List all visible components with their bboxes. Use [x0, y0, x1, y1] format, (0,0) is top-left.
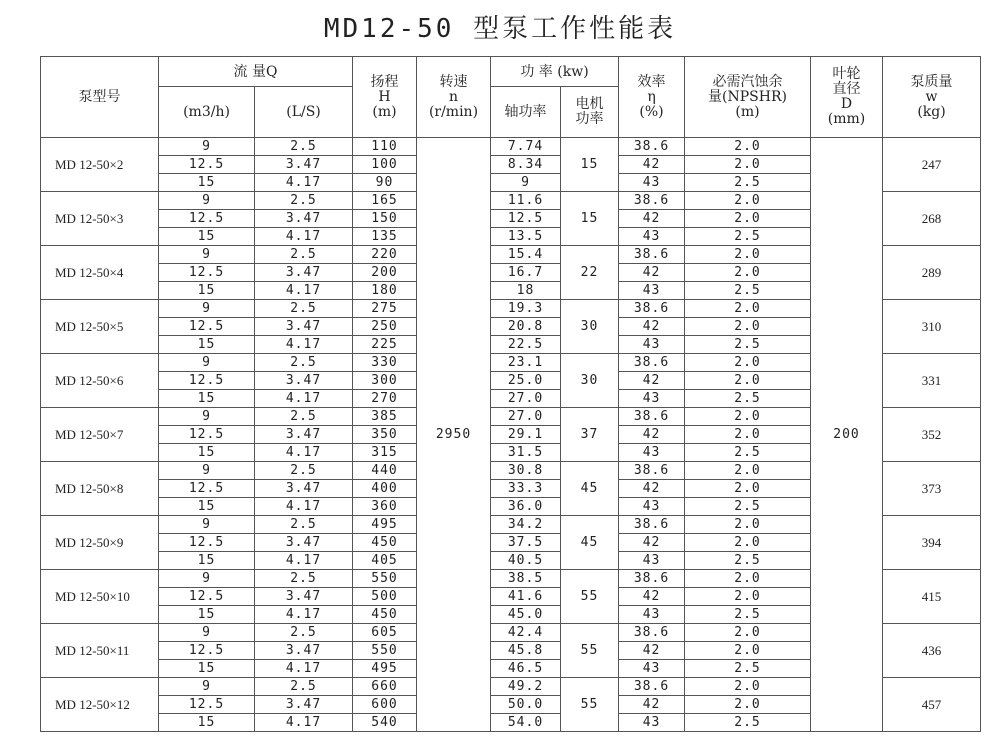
- shaft-power-cell: 38.5: [491, 570, 561, 588]
- flow-m3h-cell: 15: [159, 336, 255, 354]
- flow-ls-cell: 2.5: [255, 192, 353, 210]
- header-flow: 流 量Q: [159, 57, 353, 87]
- head-cell: 315: [353, 444, 417, 462]
- head-cell: 330: [353, 354, 417, 372]
- flow-ls-cell: 2.5: [255, 462, 353, 480]
- shaft-power-cell: 16.7: [491, 264, 561, 282]
- flow-m3h-cell: 9: [159, 138, 255, 156]
- flow-m3h-cell: 12.5: [159, 264, 255, 282]
- shaft-power-cell: 25.0: [491, 372, 561, 390]
- shaft-power-cell: 19.3: [491, 300, 561, 318]
- flow-m3h-cell: 9: [159, 354, 255, 372]
- efficiency-cell: 42: [619, 534, 685, 552]
- flow-m3h-cell: 9: [159, 624, 255, 642]
- shaft-power-cell: 7.74: [491, 138, 561, 156]
- header-speed-title: 转速: [439, 73, 468, 90]
- head-cell: 605: [353, 624, 417, 642]
- npshr-cell: 2.0: [685, 354, 811, 372]
- head-cell: 100: [353, 156, 417, 174]
- mass-cell: 310: [883, 300, 981, 354]
- efficiency-cell: 43: [619, 336, 685, 354]
- npshr-cell: 2.0: [685, 462, 811, 480]
- shaft-power-cell: 27.0: [491, 390, 561, 408]
- flow-m3h-cell: 15: [159, 228, 255, 246]
- mass-cell: 268: [883, 192, 981, 246]
- shaft-power-cell: 22.5: [491, 336, 561, 354]
- efficiency-cell: 38.6: [619, 246, 685, 264]
- efficiency-cell: 42: [619, 264, 685, 282]
- header-npshr-unit: (m): [735, 103, 760, 120]
- flow-m3h-cell: 9: [159, 246, 255, 264]
- shaft-power-cell: 33.3: [491, 480, 561, 498]
- mass-cell: 436: [883, 624, 981, 678]
- flow-ls-cell: 4.17: [255, 282, 353, 300]
- flow-m3h-cell: 15: [159, 174, 255, 192]
- shaft-power-cell: 23.1: [491, 354, 561, 372]
- npshr-cell: 2.0: [685, 246, 811, 264]
- npshr-cell: 2.0: [685, 264, 811, 282]
- mass-cell: 247: [883, 138, 981, 192]
- motor-power-cell: 55: [561, 624, 619, 678]
- flow-m3h-cell: 12.5: [159, 372, 255, 390]
- npshr-cell: 2.0: [685, 192, 811, 210]
- npshr-cell: 2.0: [685, 372, 811, 390]
- head-cell: 200: [353, 264, 417, 282]
- efficiency-cell: 42: [619, 426, 685, 444]
- efficiency-cell: 42: [619, 372, 685, 390]
- flow-ls-cell: 3.47: [255, 696, 353, 714]
- flow-m3h-cell: 12.5: [159, 534, 255, 552]
- flow-ls-cell: 3.47: [255, 264, 353, 282]
- npshr-cell: 2.0: [685, 516, 811, 534]
- flow-m3h-cell: 9: [159, 408, 255, 426]
- shaft-power-cell: 31.5: [491, 444, 561, 462]
- head-cell: 385: [353, 408, 417, 426]
- shaft-power-cell: 11.6: [491, 192, 561, 210]
- flow-ls-cell: 2.5: [255, 354, 353, 372]
- mass-cell: 457: [883, 678, 981, 732]
- npshr-cell: 2.5: [685, 444, 811, 462]
- motor-power-cell: 37: [561, 408, 619, 462]
- shaft-power-cell: 41.6: [491, 588, 561, 606]
- shaft-power-cell: 45.0: [491, 606, 561, 624]
- efficiency-cell: 42: [619, 156, 685, 174]
- npshr-cell: 2.0: [685, 426, 811, 444]
- header-motor-power-2: 功率: [575, 111, 604, 127]
- npshr-cell: 2.5: [685, 714, 811, 732]
- header-model: 泵型号: [41, 57, 159, 138]
- npshr-cell: 2.5: [685, 552, 811, 570]
- shaft-power-cell: 40.5: [491, 552, 561, 570]
- shaft-power-cell: 45.8: [491, 642, 561, 660]
- motor-power-cell: 15: [561, 138, 619, 192]
- head-cell: 180: [353, 282, 417, 300]
- flow-ls-cell: 2.5: [255, 570, 353, 588]
- header-mass: [883, 57, 981, 138]
- flow-m3h-cell: 12.5: [159, 480, 255, 498]
- flow-m3h-cell: 15: [159, 606, 255, 624]
- flow-m3h-cell: 12.5: [159, 210, 255, 228]
- model-cell: MD 12-50×12: [41, 678, 159, 732]
- header-power: 功 率 (kw): [491, 57, 619, 87]
- efficiency-cell: 38.6: [619, 354, 685, 372]
- header-shaft-power: 轴功率: [491, 87, 561, 138]
- motor-power-cell: 30: [561, 354, 619, 408]
- head-cell: 450: [353, 534, 417, 552]
- head-cell: 250: [353, 318, 417, 336]
- model-cell: MD 12-50×3: [41, 192, 159, 246]
- header-speed-unit: (r/min): [428, 103, 479, 120]
- shaft-power-cell: 49.2: [491, 678, 561, 696]
- efficiency-cell: 38.6: [619, 678, 685, 696]
- efficiency-cell: 38.6: [619, 192, 685, 210]
- header-impeller-title1: 叶轮: [832, 66, 861, 82]
- motor-power-cell: 55: [561, 570, 619, 624]
- npshr-cell: 2.0: [685, 678, 811, 696]
- shaft-power-cell: 34.2: [491, 516, 561, 534]
- head-cell: 165: [353, 192, 417, 210]
- npshr-cell: 2.5: [685, 606, 811, 624]
- flow-m3h-cell: 9: [159, 300, 255, 318]
- flow-m3h-cell: 9: [159, 462, 255, 480]
- flow-ls-cell: 4.17: [255, 714, 353, 732]
- head-cell: 660: [353, 678, 417, 696]
- efficiency-cell: 43: [619, 714, 685, 732]
- flow-ls-cell: 4.17: [255, 174, 353, 192]
- flow-ls-cell: 4.17: [255, 336, 353, 354]
- motor-power-cell: 15: [561, 192, 619, 246]
- efficiency-cell: 42: [619, 318, 685, 336]
- flow-ls-cell: 3.47: [255, 534, 353, 552]
- shaft-power-cell: 20.8: [491, 318, 561, 336]
- efficiency-cell: 42: [619, 210, 685, 228]
- flow-m3h-cell: 15: [159, 390, 255, 408]
- npshr-cell: 2.5: [685, 336, 811, 354]
- head-cell: 550: [353, 570, 417, 588]
- shaft-power-cell: 15.4: [491, 246, 561, 264]
- table-body: [41, 138, 981, 732]
- model-cell: MD 12-50×11: [41, 624, 159, 678]
- motor-power-cell: 30: [561, 300, 619, 354]
- flow-ls-cell: 2.5: [255, 408, 353, 426]
- npshr-cell: 2.0: [685, 624, 811, 642]
- header-mass-symbol: w: [925, 88, 938, 105]
- header-head: [353, 57, 417, 138]
- head-cell: 400: [353, 480, 417, 498]
- header-npshr-title2: 量(NPSHR): [708, 88, 787, 105]
- npshr-cell: 2.0: [685, 408, 811, 426]
- npshr-cell: 2.0: [685, 642, 811, 660]
- flow-ls-cell: 3.47: [255, 642, 353, 660]
- head-cell: 450: [353, 606, 417, 624]
- shaft-power-cell: 46.5: [491, 660, 561, 678]
- model-cell: MD 12-50×4: [41, 246, 159, 300]
- efficiency-cell: 38.6: [619, 138, 685, 156]
- efficiency-cell: 38.6: [619, 408, 685, 426]
- head-cell: 495: [353, 660, 417, 678]
- flow-m3h-cell: 12.5: [159, 642, 255, 660]
- mass-cell: 352: [883, 408, 981, 462]
- efficiency-cell: 38.6: [619, 462, 685, 480]
- efficiency-cell: 43: [619, 390, 685, 408]
- header-flow-m3h: (m3/h): [159, 87, 255, 138]
- efficiency-cell: 43: [619, 660, 685, 678]
- motor-power-cell: 45: [561, 516, 619, 570]
- flow-ls-cell: 4.17: [255, 390, 353, 408]
- header-head-title: 扬程: [370, 73, 399, 90]
- efficiency-cell: 42: [619, 480, 685, 498]
- header-impeller: [811, 57, 883, 138]
- flow-m3h-cell: 15: [159, 552, 255, 570]
- npshr-cell: 2.5: [685, 228, 811, 246]
- model-cell: MD 12-50×5: [41, 300, 159, 354]
- header-efficiency-unit: (%): [639, 103, 664, 120]
- head-cell: 300: [353, 372, 417, 390]
- flow-ls-cell: 4.17: [255, 444, 353, 462]
- shaft-power-cell: 8.34: [491, 156, 561, 174]
- efficiency-cell: 43: [619, 282, 685, 300]
- flow-m3h-cell: 15: [159, 444, 255, 462]
- head-cell: 220: [353, 246, 417, 264]
- npshr-cell: 2.0: [685, 696, 811, 714]
- efficiency-cell: 43: [619, 552, 685, 570]
- flow-m3h-cell: 15: [159, 714, 255, 732]
- head-cell: 440: [353, 462, 417, 480]
- npshr-cell: 2.5: [685, 660, 811, 678]
- flow-ls-cell: 3.47: [255, 372, 353, 390]
- efficiency-cell: 43: [619, 444, 685, 462]
- efficiency-cell: 43: [619, 498, 685, 516]
- flow-m3h-cell: 9: [159, 570, 255, 588]
- model-cell: MD 12-50×7: [41, 408, 159, 462]
- shaft-power-cell: 42.4: [491, 624, 561, 642]
- model-cell: MD 12-50×8: [41, 462, 159, 516]
- header-speed-symbol: n: [448, 88, 459, 105]
- flow-ls-cell: 2.5: [255, 516, 353, 534]
- efficiency-cell: 38.6: [619, 624, 685, 642]
- model-cell: MD 12-50×6: [41, 354, 159, 408]
- flow-m3h-cell: 15: [159, 282, 255, 300]
- shaft-power-cell: 18: [491, 282, 561, 300]
- head-cell: 225: [353, 336, 417, 354]
- flow-m3h-cell: 12.5: [159, 156, 255, 174]
- head-cell: 350: [353, 426, 417, 444]
- model-cell: MD 12-50×10: [41, 570, 159, 624]
- header-head-symbol: H: [378, 88, 391, 105]
- flow-ls-cell: 3.47: [255, 588, 353, 606]
- header-efficiency-title: 效率: [637, 73, 666, 90]
- header-mass-title: 泵质量: [910, 73, 953, 90]
- mass-cell: 394: [883, 516, 981, 570]
- npshr-cell: 2.0: [685, 210, 811, 228]
- shaft-power-cell: 30.8: [491, 462, 561, 480]
- mass-cell: 331: [883, 354, 981, 408]
- npshr-cell: 2.0: [685, 480, 811, 498]
- flow-ls-cell: 4.17: [255, 552, 353, 570]
- npshr-cell: 2.0: [685, 300, 811, 318]
- page-title: MD12-50 型泵工作性能表: [323, 14, 677, 44]
- head-cell: 600: [353, 696, 417, 714]
- table-header: [41, 57, 981, 138]
- shaft-power-cell: 50.0: [491, 696, 561, 714]
- npshr-cell: 2.5: [685, 282, 811, 300]
- flow-m3h-cell: 15: [159, 660, 255, 678]
- head-cell: 90: [353, 174, 417, 192]
- efficiency-cell: 38.6: [619, 516, 685, 534]
- speed-cell: 2950: [417, 138, 491, 732]
- npshr-cell: 2.0: [685, 588, 811, 606]
- head-cell: 110: [353, 138, 417, 156]
- npshr-cell: 2.5: [685, 390, 811, 408]
- header-npshr-title: 必需汽蚀余: [712, 73, 783, 90]
- flow-ls-cell: 3.47: [255, 480, 353, 498]
- efficiency-cell: 42: [619, 588, 685, 606]
- flow-ls-cell: 4.17: [255, 228, 353, 246]
- flow-ls-cell: 2.5: [255, 624, 353, 642]
- header-npshr: [685, 57, 811, 138]
- efficiency-cell: 38.6: [619, 300, 685, 318]
- motor-power-cell: 55: [561, 678, 619, 732]
- head-cell: 405: [353, 552, 417, 570]
- motor-power-cell: 45: [561, 462, 619, 516]
- flow-ls-cell: 3.47: [255, 210, 353, 228]
- header-flow-ls: (L/S): [255, 87, 353, 138]
- flow-ls-cell: 3.47: [255, 156, 353, 174]
- motor-power-cell: 22: [561, 246, 619, 300]
- flow-m3h-cell: 12.5: [159, 696, 255, 714]
- head-cell: 270: [353, 390, 417, 408]
- shaft-power-cell: 12.5: [491, 210, 561, 228]
- flow-ls-cell: 4.17: [255, 498, 353, 516]
- flow-ls-cell: 2.5: [255, 678, 353, 696]
- header-motor-power: [561, 87, 619, 138]
- shaft-power-cell: 54.0: [491, 714, 561, 732]
- flow-ls-cell: 2.5: [255, 300, 353, 318]
- head-cell: 540: [353, 714, 417, 732]
- mass-cell: 373: [883, 462, 981, 516]
- flow-m3h-cell: 15: [159, 498, 255, 516]
- flow-ls-cell: 2.5: [255, 246, 353, 264]
- npshr-cell: 2.0: [685, 570, 811, 588]
- flow-m3h-cell: 9: [159, 678, 255, 696]
- flow-m3h-cell: 9: [159, 516, 255, 534]
- shaft-power-cell: 36.0: [491, 498, 561, 516]
- header-head-unit: (m): [372, 103, 397, 120]
- header-impeller-unit: (mm): [827, 111, 866, 127]
- model-cell: MD 12-50×9: [41, 516, 159, 570]
- flow-ls-cell: 2.5: [255, 138, 353, 156]
- efficiency-cell: 38.6: [619, 570, 685, 588]
- npshr-cell: 2.0: [685, 138, 811, 156]
- npshr-cell: 2.0: [685, 534, 811, 552]
- shaft-power-cell: 9: [491, 174, 561, 192]
- header-impeller-title2: 直径: [832, 81, 861, 97]
- efficiency-cell: 43: [619, 606, 685, 624]
- flow-ls-cell: 4.17: [255, 606, 353, 624]
- header-mass-unit: (kg): [917, 103, 946, 120]
- table-row: [41, 138, 981, 156]
- head-cell: 550: [353, 642, 417, 660]
- shaft-power-cell: 13.5: [491, 228, 561, 246]
- flow-m3h-cell: 9: [159, 192, 255, 210]
- efficiency-cell: 43: [619, 228, 685, 246]
- head-cell: 135: [353, 228, 417, 246]
- header-efficiency-symbol: η: [647, 88, 656, 105]
- efficiency-cell: 42: [619, 642, 685, 660]
- flow-ls-cell: 4.17: [255, 660, 353, 678]
- npshr-cell: 2.0: [685, 318, 811, 336]
- head-cell: 275: [353, 300, 417, 318]
- mass-cell: 289: [883, 246, 981, 300]
- head-cell: 495: [353, 516, 417, 534]
- shaft-power-cell: 27.0: [491, 408, 561, 426]
- shaft-power-cell: 37.5: [491, 534, 561, 552]
- head-cell: 360: [353, 498, 417, 516]
- flow-m3h-cell: 12.5: [159, 426, 255, 444]
- head-cell: 500: [353, 588, 417, 606]
- impeller-cell: 200: [811, 138, 883, 732]
- performance-table: [40, 56, 981, 732]
- efficiency-cell: 42: [619, 696, 685, 714]
- model-cell: MD 12-50×2: [41, 138, 159, 192]
- flow-ls-cell: 3.47: [255, 426, 353, 444]
- header-motor-power-1: 电机: [575, 96, 604, 112]
- mass-cell: 415: [883, 570, 981, 624]
- header-speed: [417, 57, 491, 138]
- header-efficiency: [619, 57, 685, 138]
- npshr-cell: 2.5: [685, 498, 811, 516]
- efficiency-cell: 43: [619, 174, 685, 192]
- flow-ls-cell: 3.47: [255, 318, 353, 336]
- header-impeller-symbol: D: [840, 96, 853, 112]
- npshr-cell: 2.5: [685, 174, 811, 192]
- shaft-power-cell: 29.1: [491, 426, 561, 444]
- flow-m3h-cell: 12.5: [159, 588, 255, 606]
- npshr-cell: 2.0: [685, 156, 811, 174]
- flow-m3h-cell: 12.5: [159, 318, 255, 336]
- head-cell: 150: [353, 210, 417, 228]
